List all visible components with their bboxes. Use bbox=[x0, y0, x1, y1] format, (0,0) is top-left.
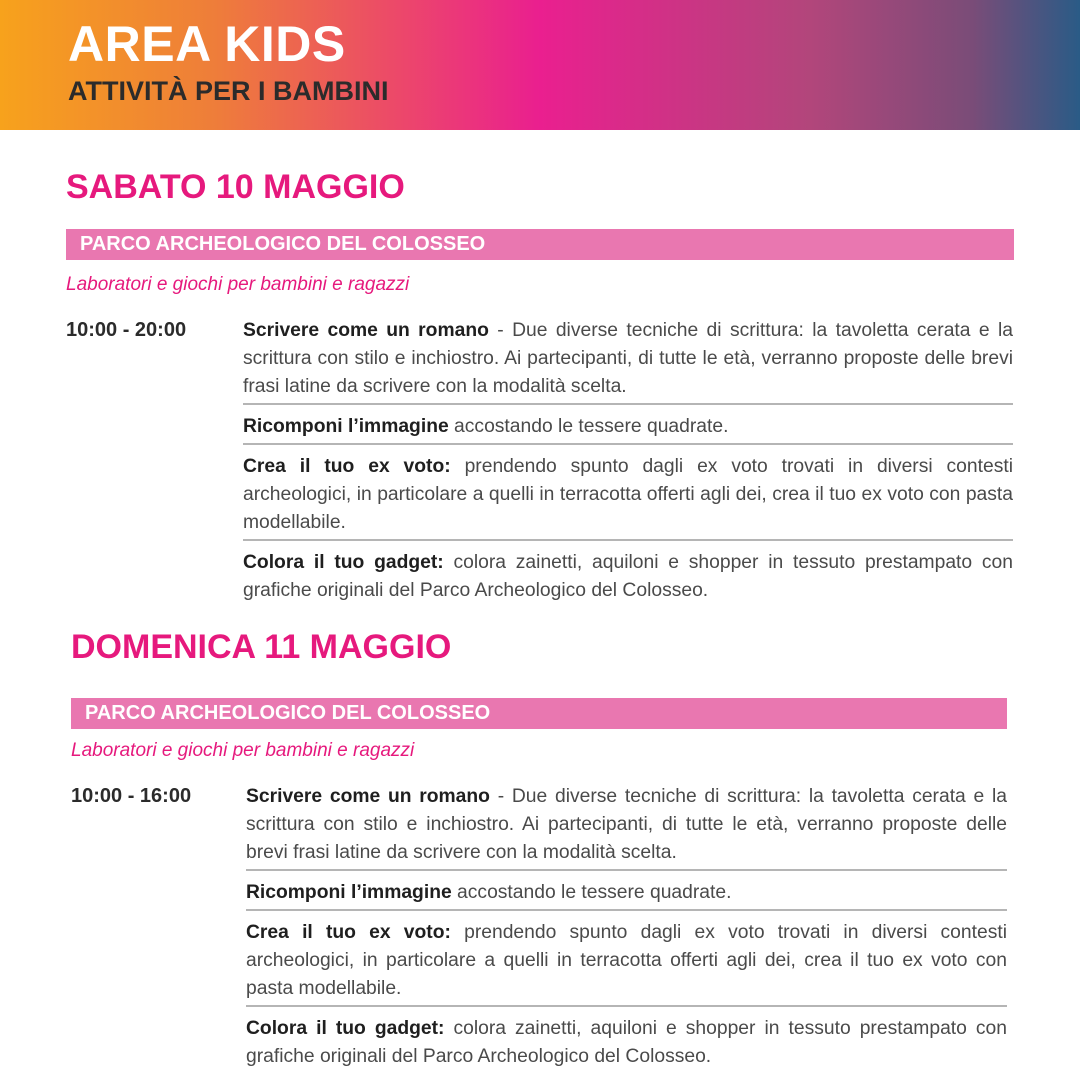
activity-name: Crea il tuo ex voto: bbox=[246, 922, 451, 943]
activity-name: Colora il tuo gadget: bbox=[243, 552, 444, 573]
venue-bar: PARCO ARCHEOLOGICO DEL COLOSSEO bbox=[71, 698, 1007, 729]
venue-bar: PARCO ARCHEOLOGICO DEL COLOSSEO bbox=[66, 229, 1014, 260]
activity-description: prendendo spunto dagli ex voto trovati in diversi contesti archeologici, in particolare a quelli in terracotta offerti agli dei, crea il tuo ex voto con pasta modellabile. bbox=[243, 456, 1013, 533]
activity-description: colora zainetti, aquiloni e shopper in tessuto prestampato con grafiche originali del Parco Archeologico del Colosseo. bbox=[246, 1018, 1007, 1067]
activity-item bbox=[243, 317, 1013, 405]
activity-description: accostando le tessere quadrate. bbox=[451, 882, 732, 903]
activity-name: Crea il tuo ex voto: bbox=[243, 456, 451, 477]
activity-name: Scrivere come un romano bbox=[246, 786, 490, 807]
day-title: DOMENICA 11 MAGGIO bbox=[71, 628, 452, 666]
header-banner bbox=[0, 0, 1080, 130]
activity-description: - Due diverse tecniche di scrittura: la tavoletta cerata e la scrittura con stilo e inchiostro. Ai partecipanti, di tutte le età, verranno proposte delle brevi frasi latine da scrivere con la modalità scelta. bbox=[243, 320, 1013, 397]
activity-name: Ricomponi l’immagine bbox=[246, 882, 452, 903]
page-subtitle: ATTIVITÀ PER I BAMBINI bbox=[68, 76, 389, 106]
activity-description: accostando le tessere quadrate. bbox=[448, 416, 729, 437]
category-label: Laboratori e giochi per bambini e ragazzi bbox=[66, 274, 410, 295]
activity-description: colora zainetti, aquiloni e shopper in tessuto prestampato con grafiche originali del Parco Archeologico del Colosseo. bbox=[243, 552, 1013, 601]
activity-item bbox=[246, 879, 1007, 911]
activity-item bbox=[243, 413, 1013, 445]
page-title: AREA KIDS bbox=[68, 16, 346, 72]
time-range: 10:00 - 20:00 bbox=[66, 319, 187, 341]
activity-item bbox=[243, 549, 1013, 607]
activity-description: prendendo spunto dagli ex voto trovati in diversi contesti archeologici, in particolare a quelli in terracotta offerti agli dei, crea il tuo ex voto con pasta modellabile. bbox=[246, 922, 1007, 999]
activity-list bbox=[243, 317, 1013, 615]
activity-item bbox=[246, 1015, 1007, 1073]
activity-name: Colora il tuo gadget: bbox=[246, 1018, 445, 1039]
day-title: SABATO 10 MAGGIO bbox=[66, 168, 405, 206]
time-range: 10:00 - 16:00 bbox=[71, 785, 192, 807]
activity-description: - Due diverse tecniche di scrittura: la tavoletta cerata e la scrittura con stilo e inchiostro. Ai partecipanti, di tutte le età, verranno proposte delle brevi frasi latine da scrivere con la modalità scelta. bbox=[246, 786, 1007, 863]
activity-item bbox=[243, 453, 1013, 541]
activity-name: Ricomponi l’immagine bbox=[243, 416, 449, 437]
activity-item bbox=[246, 919, 1007, 1007]
activity-name: Scrivere come un romano bbox=[243, 320, 489, 341]
category-label: Laboratori e giochi per bambini e ragazzi bbox=[71, 740, 415, 761]
activity-list bbox=[246, 783, 1007, 1081]
activity-item bbox=[246, 783, 1007, 871]
